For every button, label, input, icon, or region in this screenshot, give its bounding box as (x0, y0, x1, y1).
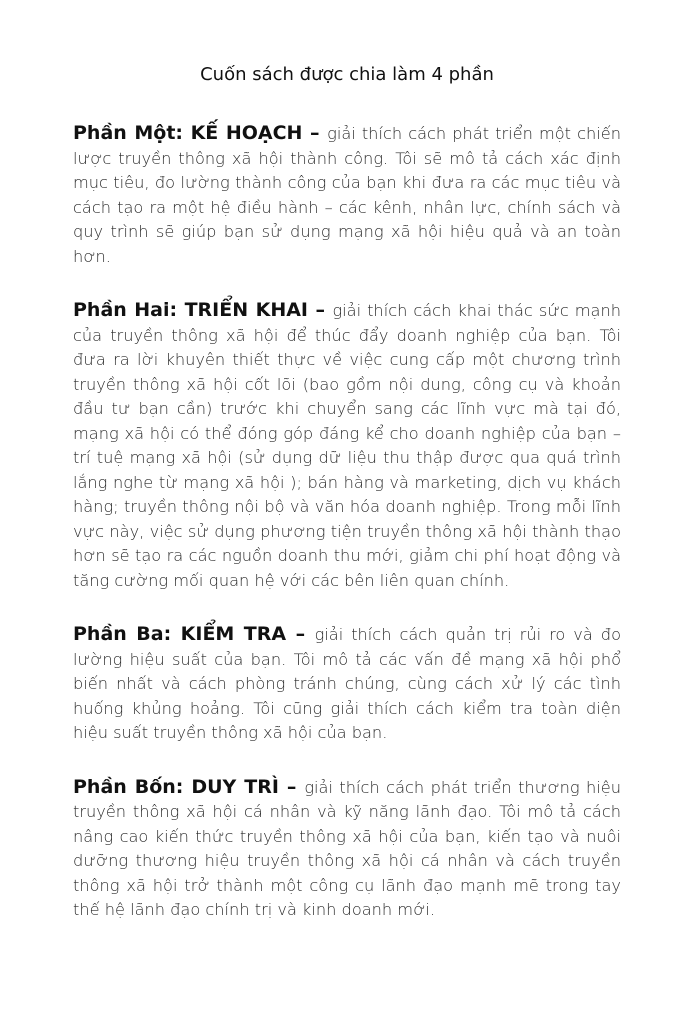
section-heading: Phần Hai: TRIỂN KHAI (73, 299, 308, 321)
heading-dash: – (286, 623, 315, 645)
section-heading: Phần Bốn: DUY TRÌ (73, 775, 279, 798)
section-part-one (73, 121, 621, 269)
section-heading: Phần Ba: KIỂM TRA (73, 623, 287, 645)
page-title: Cuốn sách được chia làm 4 phần (200, 64, 494, 85)
heading-dash: – (278, 775, 305, 798)
section-part-three (73, 622, 621, 746)
section-body: giải thích cách phát triển một chiến lược truyền thông xã hội thành công. Tôi sẽ mô tả cách xác định mục tiêu, đo lường thành công của bạn khi đưa ra các mục tiêu và cách tạo ra một hệ điều hành – các kênh, nhân lực, chính sách và quy trình sẽ giúp bạn sử dụng mạng xã hội hiệu quả và an toàn hơn. (73, 124, 621, 266)
heading-dash: – (308, 299, 333, 321)
section-part-two (73, 298, 621, 593)
section-body: giải thích cách khai thác sức mạnh của truyền thông xã hội để thúc đẩy doanh nghiệp của bạn. Tôi đưa ra lời khuyên thiết thực về việc cung cấp một chương trình truyền thông xã hội cốt lõi (bao gồm nội dung, công cụ và khoản đầu tư bạn cần) trước khi chuyển sang các lĩnh vực mà tại đó, mạng xã hội có thể đóng góp đáng kể cho doanh nghiệp của bạn – trí tuệ mạng xã hội (sử dụng dữ liệu thu thập được qua quá trình lắng nghe từ mạng xã hội ); bán hàng và marketing, dịch vụ khách hàng; truyền thông nội bộ và văn hóa doanh nghiệp. Trong mỗi lĩnh vực này, việc sử dụng phương tiện truyền thông xã hội thành thạo hơn sẽ tạo ra các nguồn doanh thu mới, giảm chi phí hoạt động và tăng cường mối quan hệ với các bên liên quan chính. (73, 301, 621, 590)
section-body: giải thích cách phát triển thương hiệu truyền thông xã hội cá nhân và kỹ năng lãnh đạo. Tôi mô tả cách nâng cao kiến thức truyền thông xã hội của bạn, kiến tạo và nuôi dưỡng thương hiệu truyền thông xã hội cá nhân và cách truyền thông xã hội trở thành một công cụ lãnh đạo mạnh mẽ trong tay thế hệ lãnh đạo chính trị và kinh doanh mới. (73, 777, 621, 919)
section-heading: Phần Một: KẾ HOẠCH (73, 122, 303, 144)
document-page (73, 62, 621, 952)
section-body: giải thích cách quản trị rủi ro và đo lường hiệu suất của bạn. Tôi mô tả các vấn đề mạng xã hội phổ biến nhất và cách phòng tránh chúng, cùng cách xử lý các tình huống khủng hoảng. Tôi cũng giải thích cách kiểm tra toàn diện hiệu suất truyền thông xã hội của bạn. (73, 625, 621, 742)
heading-dash: – (302, 122, 328, 144)
section-part-four (73, 775, 621, 923)
